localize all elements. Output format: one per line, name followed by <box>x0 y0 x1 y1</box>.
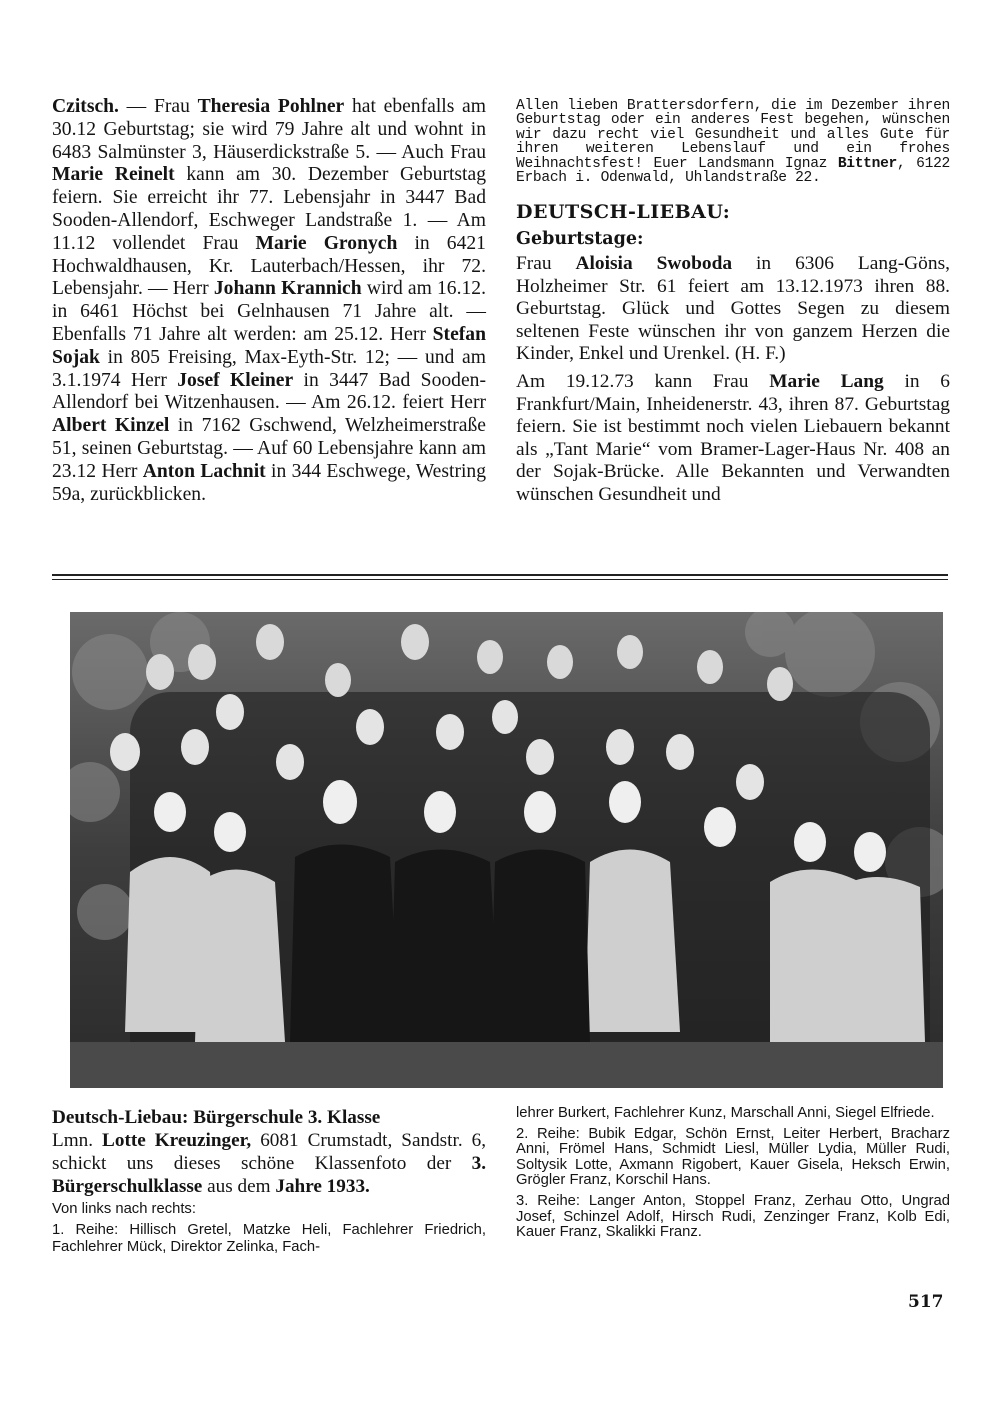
photo-caption-left <box>52 1106 486 1256</box>
caption-from-left: Von links nach rechts: <box>52 1201 196 1217</box>
name-bold: Jahre 1933. <box>275 1176 370 1197</box>
text-run: Lmn. <box>52 1130 103 1151</box>
text-run: kann am 30. Dezember Geburtstag feiern. Sie erreicht ihr 77. Lebensjahr in 3447 Bad Sooden-Allendorf, Eschweger Landstraße 1. — Am 11.12 vollendet Frau <box>52 164 486 254</box>
caption-heading: Deutsch-Liebau: Bürgerschule 3. Klasse <box>52 1107 381 1128</box>
caption-row3: 3. Reihe: Langer Anton, Stoppel Franz, Zerhau Otto, Ungrad Josef, Schinzel Adolf, Hirsch Rudi, Zenzinger Franz, Kolb Edi, Kauer Franz, Skalikki Franz. <box>516 1192 950 1241</box>
brattersdorf-greeting <box>516 99 950 185</box>
text-run: Am 19.12.73 kann Frau <box>516 371 770 393</box>
class-photo <box>70 612 943 1088</box>
name-bold: Marie Gronych <box>255 232 398 254</box>
name-bold: Anton Lachnit <box>142 460 266 482</box>
name-bold: Theresia Pohlner <box>197 96 345 117</box>
section-subheading: Geburtstage: <box>516 229 644 250</box>
name-bold: Aloisia Swoboda <box>575 253 733 275</box>
divider-line <box>52 574 948 576</box>
text-run: Frau <box>516 253 576 275</box>
text-run: wird am 16.12. in 6461 Höchst bei Gelnhausen 71 Jahre alt. — Ebenfalls 71 Jahre alt werden: am 25.12. Herr <box>52 278 486 345</box>
right-text-column <box>516 99 950 512</box>
caption-row2: 2. Reihe: Bubik Edgar, Schön Ernst, Leiter Herbert, Bracharz Anni, Frömel Hans, Schmidt Liesl, Müller Lydia, Müller Rudi, Soltysik Lotte, Axmann Rigobert, Kauer Gisela, Heksch Erwin, Grögler Franz, Korschil Hans. <box>516 1125 950 1189</box>
divider-line <box>52 579 948 580</box>
name-bold: Marie Lang <box>769 371 884 393</box>
caption-title <box>52 1106 486 1129</box>
name-bold: Bittner <box>837 155 898 172</box>
text-run: Allen lieben Brattersdorfern, die im Dezember ihren Geburtstag oder ein anderes Fest begehen, wünschen wir dazu recht viel Gesundheit und alles Gute für ihren weiteren Lebenslauf und ein frohes Weihnachtsfest! Euer Landsmann Ignaz <box>516 98 950 172</box>
text-run: , 6122 Erbach i. Odenwald, Uhlandstraße 22. <box>516 155 950 187</box>
text-run: in 344 Eschwege, Westring 59a, zurückblicken. <box>52 460 487 505</box>
text-run: in 6421 Hochwaldhausen, Kr. Lauterbach/Hessen, ihr 72. Lebensjahr. — Herr <box>52 232 486 300</box>
name-bold: Lotte Kreuzinger, <box>102 1130 252 1151</box>
name-bold: 3. Bürgerschulklasse <box>52 1153 486 1197</box>
page-number: 517 <box>908 1292 944 1312</box>
text-run: — Frau <box>118 96 198 117</box>
text-run: in 6306 Lang-Göns, Holzheimer Str. 61 feiert am 13.12.1973 ihren 88. Geburtstag. Glück und Gottes Segen zu diesem seltenen Feste wünschen ihr von ganzem Herzen die Kinder, Enkel und Urenkel. (H. F.) <box>516 253 950 365</box>
birthday-swoboda <box>516 253 950 365</box>
name-bold: Josef Kleiner <box>177 369 294 391</box>
name-bold: Albert Kinzel <box>52 415 170 437</box>
text-run: hat ebenfalls am 30.12 Geburtstag; sie wird 79 Jahre alt und wohnt in 6483 Salmünster 3, Häuserdickstraße 5. — Auch Frau <box>52 96 486 163</box>
section-heading: DEUTSCH-LIEBAU: <box>516 201 731 224</box>
name-bold: Marie Reinelt <box>52 164 175 186</box>
text-run: in 6 Frankfurt/Main, Inheidenerstr. 43, ihren 87. Geburtstag feiern. Sie ist bestimmt noch vielen Liebauern bekannt als „Tant Marie“ vom Bramer-Lager-Haus Nr. 408 an der Sojak-Brücke. Alle Bekannten und Verwandten wünschen Gesundheit und <box>516 371 950 505</box>
photo-caption-right <box>516 1106 950 1246</box>
text-run: in 7162 Gschwend, Welzheimerstraße 51, seinen Geburtstag. — Auf 60 Lebensjahre kann am 23.12 Herr <box>52 415 486 482</box>
place-czitsch: Czitsch. <box>52 96 119 117</box>
text-run: in 3447 Bad Sooden-Allendorf bei Witzenhausen. — Am 26.12. feiert Herr <box>52 369 486 414</box>
left-text-column <box>52 96 486 506</box>
name-bold: Stefan Sojak <box>52 323 486 368</box>
name-bold: Johann Krannich <box>213 278 362 300</box>
caption-row1: 1. Reihe: Hillisch Gretel, Matzke Heli, Fachlehrer Friedrich, Fachlehrer Mück, Direktor Zelinka, Fach- <box>52 1222 486 1255</box>
caption-body <box>52 1129 486 1198</box>
caption-row1-cont: lehrer Burkert, Fachlehrer Kunz, Marschall Anni, Siegel Elfriede. <box>516 1105 935 1121</box>
text-run: in 805 Freising, Max-Eyth-Str. 12; — und am 3.1.1974 Herr <box>52 346 486 391</box>
text-run: 6081 Crumstadt, Sandstr. 6, schickt uns dieses schöne Klassenfoto der <box>52 1130 487 1174</box>
birthday-lang <box>516 371 950 505</box>
text-run: aus dem <box>202 1176 276 1197</box>
